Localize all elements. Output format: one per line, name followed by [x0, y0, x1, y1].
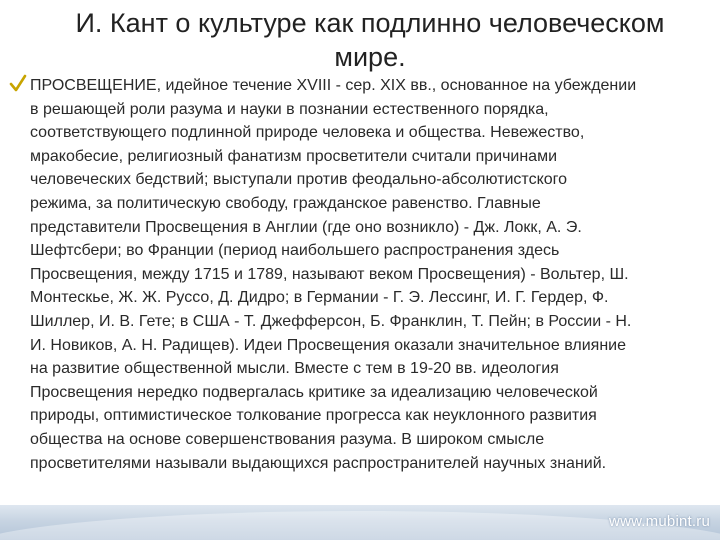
body-line: просветителями называли выдающихся распространителей научных знаний. — [30, 454, 607, 472]
footer-url[interactable]: www.mubint.ru — [609, 513, 710, 530]
body-line: природы, оптимистическое толкование прогресса как неуклонного развития — [30, 407, 597, 425]
body-line: на развитие общественной мысли. Вместе с тем в 19-20 вв. идеология — [30, 360, 559, 378]
body-line: мракобесие, религиозный фанатизм просветители считали причинами — [30, 147, 558, 165]
body-line: ПРОСВЕЩЕНИЕ, идейное течение XVIII - сер. XIX вв., основанное на убеждении — [30, 77, 637, 94]
body-line: Монтескье, Ж. Ж. Руссо, Д. Дидро; в Германии - Г. Э. Лессинг, И. Г. Гердер, Ф. — [30, 289, 609, 307]
footer-bar — [0, 505, 720, 540]
body-line: И. Новиков, А. Н. Радищев). Идеи Просвещения оказали значительное влияние — [30, 336, 626, 354]
body-line: режима, за политическую свободу, гражданское равенство. Главные — [30, 194, 541, 212]
body-line: Просвещения, между 1715 и 1789, называют веком Просвещения) - Вольтер, Ш. — [30, 265, 629, 283]
checkmark-icon — [8, 74, 28, 94]
body-line: Шиллер, И. В. Гете; в США - Т. Джефферсон, Б. Франклин, Т. Пейн; в России - Н. — [30, 312, 632, 330]
body-line: представители Просвещения в Англии (где оно возникло) - Дж. Локк, А. Э. — [30, 218, 582, 236]
body-line: соответствующего подлинной природе человека и общества. Невежество, — [30, 124, 585, 142]
body-line: в решающей роли разума и науки в познании естественного порядка, — [30, 100, 549, 118]
body-line: общества на основе совершенствования разума. В широком смысле — [30, 430, 545, 448]
body-line: человеческих бедствий; выступали против феодально-абсолютистского — [30, 171, 568, 189]
slide-title-line: И. Кант о культуре как подлинно человеческом — [75, 8, 665, 38]
slide-title — [60, 6, 680, 74]
body-line: Шефтсбери; во Франции (период наибольшего распространения здесь — [30, 242, 560, 260]
body-line: Просвещения нередко подвергалась критике за идеализацию человеческой — [30, 383, 598, 401]
body-paragraph — [30, 74, 696, 475]
slide-title-line: мире. — [334, 42, 406, 72]
